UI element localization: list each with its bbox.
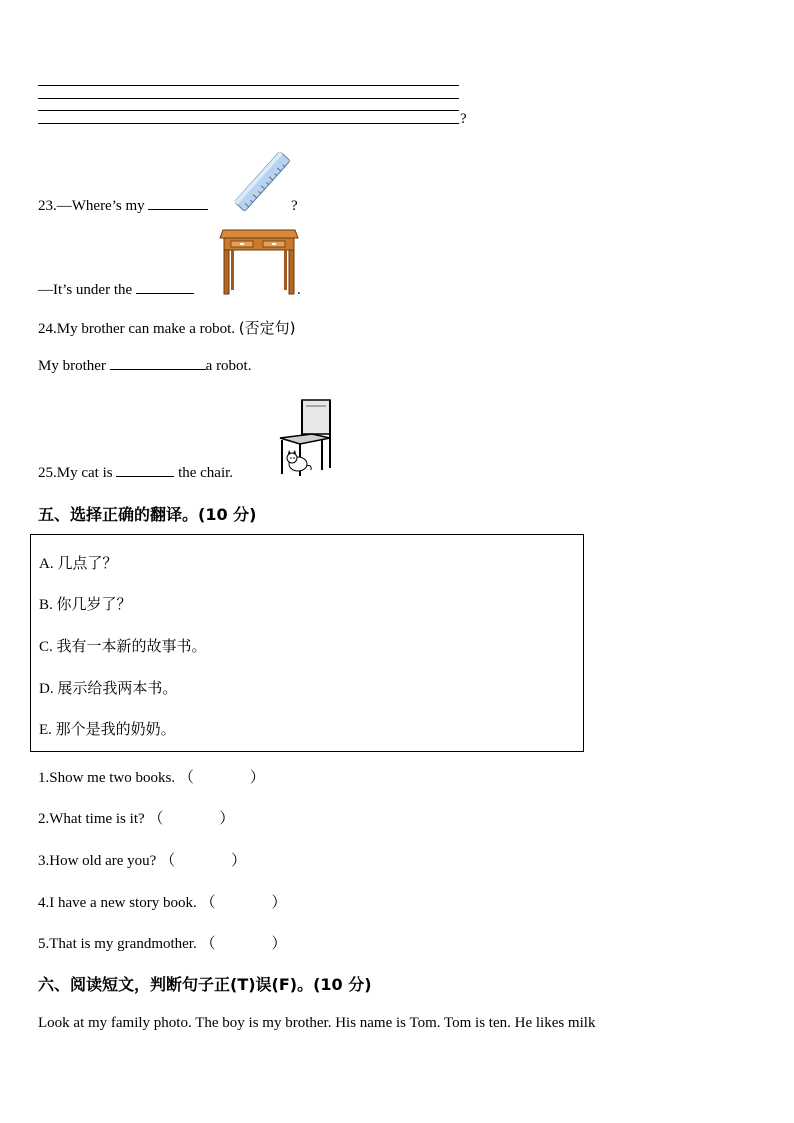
answer-paren[interactable]: （ ） — [178, 768, 265, 786]
option-letter: D. — [39, 681, 54, 697]
q23-end-mark-2: . — [297, 282, 301, 298]
q23-prompt-1: —Where’s my — [56, 198, 145, 214]
answer-paren[interactable]: （ ） — [200, 934, 287, 952]
option-c — [39, 635, 207, 656]
q25-pre: My cat is — [56, 465, 113, 481]
q24-hint: (否定句) — [238, 319, 296, 337]
option-b — [39, 593, 132, 614]
option-letter: C. — [39, 639, 53, 655]
q23-blank-2[interactable] — [136, 292, 194, 294]
q25-blank[interactable] — [116, 475, 174, 477]
option-letter: A. — [39, 556, 54, 572]
q23-number: 23. — [38, 198, 57, 214]
translation-question-1 — [38, 766, 265, 787]
question-mark: ? — [460, 111, 467, 127]
desk-image — [219, 224, 299, 296]
option-a — [39, 552, 117, 573]
question-text: 3.How old are you? — [38, 853, 157, 869]
answer-line-3 — [38, 110, 459, 111]
option-letter: B. — [39, 597, 53, 613]
answer-line-4 — [38, 123, 459, 124]
q24-blank[interactable] — [110, 368, 206, 370]
section-5-title: 五、选择正确的翻译。(10 分) — [38, 505, 257, 524]
q23-end-mark-1: ? — [291, 198, 298, 214]
option-letter: E. — [39, 722, 52, 738]
q23-prompt-2: —It’s under the — [38, 282, 133, 298]
translation-question-4 — [38, 891, 287, 912]
option-e — [39, 718, 176, 739]
q25-sentence — [38, 465, 233, 482]
option-d — [39, 677, 177, 698]
q24-sentence — [38, 317, 296, 338]
section-6-title: 六、阅读短文，判断句子正(T)误(F)。(10 分) — [38, 975, 372, 994]
question-text: 2.What time is it? — [38, 811, 145, 827]
ruler-image — [233, 152, 293, 212]
option-text: 那个是我的奶奶。 — [55, 720, 176, 738]
q24-answer — [38, 358, 251, 375]
option-text: 几点了？ — [57, 554, 118, 572]
q25-post: the chair. — [178, 465, 234, 481]
option-text: 你几岁了？ — [56, 595, 132, 613]
options-box — [30, 534, 584, 752]
answer-paren[interactable]: （ ） — [148, 809, 235, 827]
q25-number: 25. — [38, 465, 57, 481]
question-text: 4.I have a new story book. — [38, 895, 197, 911]
q23-blank-1[interactable] — [148, 208, 208, 210]
answer-line-1 — [38, 85, 459, 86]
question-text: 1.Show me two books. — [38, 770, 176, 786]
answer-paren[interactable]: （ ） — [160, 851, 247, 869]
translation-question-5 — [38, 932, 287, 953]
question-text: 5.That is my grandmother. — [38, 936, 197, 952]
translation-question-2 — [38, 807, 234, 828]
q24-number: 24. — [38, 321, 57, 337]
answer-paren[interactable]: （ ） — [200, 893, 287, 911]
q23-line-1 — [38, 198, 208, 215]
q24-text: My brother can make a robot. — [56, 321, 236, 337]
chair-cat-image — [278, 398, 334, 478]
q24-answer-pre: My brother — [38, 358, 106, 374]
q23-line-2 — [38, 282, 194, 299]
answer-line-2 — [38, 98, 459, 99]
translation-question-3 — [38, 849, 246, 870]
reading-passage: Look at my family photo. The boy is my brother. His name is Tom. Tom is ten. He likes milk — [38, 1015, 596, 1031]
option-text: 我有一本新的故事书。 — [56, 637, 207, 655]
q24-answer-post: a robot. — [205, 358, 252, 374]
option-text: 展示给我两本书。 — [57, 679, 178, 697]
